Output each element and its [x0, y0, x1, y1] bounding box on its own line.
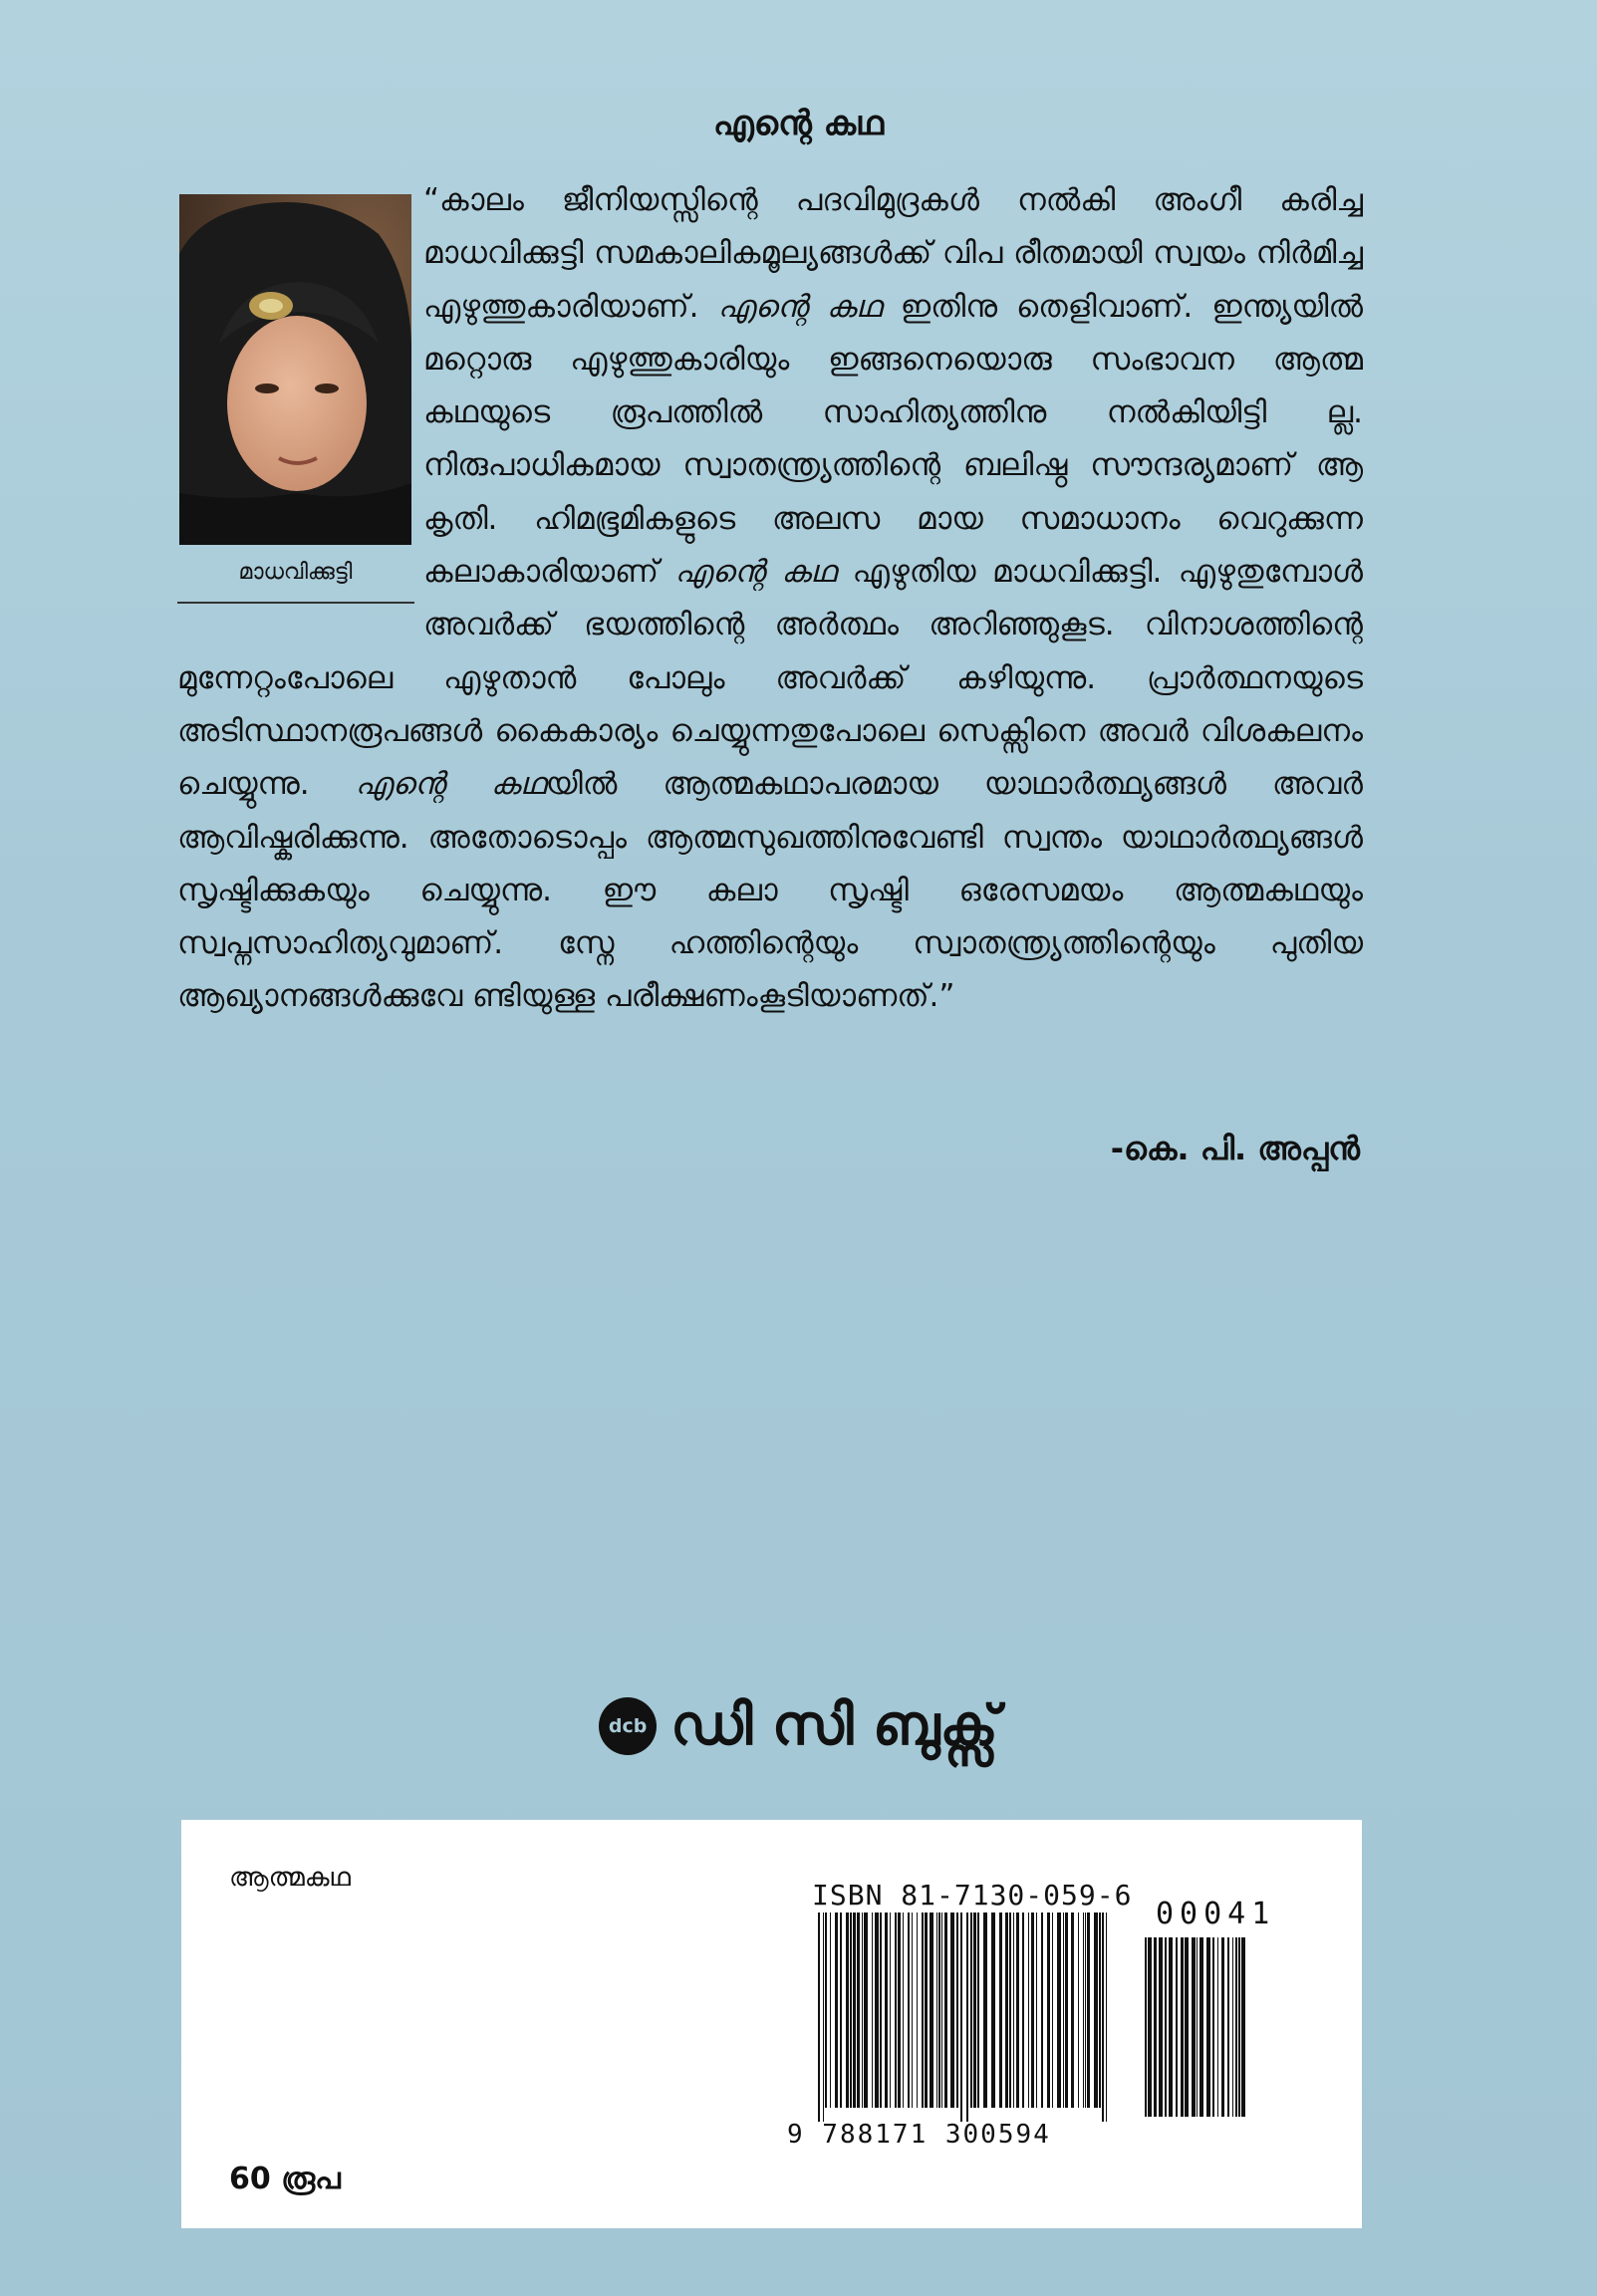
isbn-text: ISBN 81-7130-059-6 — [812, 1879, 1133, 1912]
isbn-barcode — [814, 1913, 1113, 2122]
barcode-bar — [983, 1913, 987, 2108]
blurb-text — [177, 174, 1363, 1024]
barcode-bar — [1241, 1937, 1245, 2117]
barcode-bar — [1057, 1913, 1061, 2108]
barcode-bar — [925, 1913, 928, 2108]
publisher-name: ഡി സി ബുക്സ് — [670, 1693, 998, 1758]
barcode-bar — [1028, 1913, 1029, 2108]
barcode-bar — [1106, 1913, 1107, 2122]
barcode-bar — [1022, 1913, 1024, 2108]
barcode-bar — [1165, 1937, 1167, 2117]
blurb-part-1: “കാലം ജീനിയസ്സിന്റെ പദവിമുദ്രകൾ നൽകി അംഗീ കരിച്ച മാധവിക്കുട്ടി സമകാലികമൂല്യങ്ങൾക്ക് വിപ രീതമായി സ്വയം നിർമിച്ച എഴുത്തുകാരിയാണ്. — [423, 182, 1363, 325]
barcode-bar — [880, 1913, 882, 2108]
barcode-bar — [1083, 1913, 1084, 2108]
barcode-bar — [898, 1913, 901, 2108]
photo-spacer — [177, 174, 423, 618]
barcode-bar — [835, 1913, 838, 2108]
barcode-bar — [973, 1913, 976, 2108]
barcode-bar — [966, 1913, 968, 2122]
barcode-bar — [1238, 1937, 1240, 2117]
barcode-bar — [1078, 1913, 1079, 2108]
barcode-bar — [890, 1913, 891, 2108]
barcode-bar — [1052, 1913, 1053, 2108]
barcode-bar — [830, 1913, 831, 2108]
barcode-bar — [977, 1913, 979, 2108]
barcode-bar — [862, 1913, 863, 2108]
barcode-bar — [1009, 1913, 1011, 2108]
barcode-bar — [941, 1913, 942, 2108]
barcode-bar — [944, 1913, 947, 2108]
barcode-bar — [857, 1913, 860, 2108]
barcode-bar — [1206, 1937, 1210, 2117]
barcode-digits: 9 788171 300594 — [787, 2120, 1051, 2150]
genre-label: ആത്മകഥ — [229, 1863, 351, 1893]
barcode-bar — [936, 1913, 937, 2108]
barcode-bar — [1169, 1937, 1173, 2117]
blurb-book-title-2: എന്റെ കഥ — [674, 554, 837, 591]
quote-attribution: -കെ. പി. അപ്പൻ — [1110, 1130, 1360, 1167]
barcode-bar — [1227, 1937, 1229, 2117]
barcode-bar — [1013, 1913, 1014, 2108]
barcode-bar — [1217, 1937, 1218, 2117]
barcode-bar — [930, 1913, 933, 2108]
barcode-bar — [950, 1913, 954, 2108]
blurb-part-3: എഴുതിയ മാധവിക്കുട്ടി. എഴുതുമ്പോൾ അവർക്ക് ഭയത്തിന്റെ അർത്ഥം അറിഞ്ഞുകൂട. വിനാശത്തിന്റെ മുന്നേറ്റംപോലെ എഴുതാൻ പോലും അവർക്ക് കഴിയുന്നു. പ്രാർത്ഥനയുടെ അടിസ്ഥാനരൂപങ്ങൾ കൈകാര്യം ചെയ്യുന്നതുപോലെ സെക്സിനെ അവർ വിശകലനം ചെയ്യുന്നു. — [177, 554, 1363, 803]
barcode-bar — [908, 1913, 910, 2108]
publisher-mark — [0, 1693, 1597, 1759]
barcode-bar — [825, 1913, 827, 2108]
photo-caption: മാധവിക്കുട്ടി — [238, 560, 353, 585]
barcode-bar — [1016, 1913, 1019, 2108]
barcode-bar — [846, 1913, 849, 2108]
barcode-bar — [1235, 1937, 1237, 2117]
barcode-bar — [903, 1913, 904, 2108]
blurb-book-title-1: എന്റെ കഥ — [717, 288, 882, 325]
barcode-bar — [1185, 1937, 1189, 2117]
barcode-bar — [1221, 1937, 1224, 2117]
barcode-bar — [1047, 1913, 1050, 2108]
barcode-bar — [960, 1913, 962, 2122]
barcode-bar — [1087, 1913, 1090, 2108]
barcode-bar — [1102, 1913, 1104, 2122]
barcode-bar — [1192, 1937, 1196, 2117]
barcode-bar — [917, 1913, 918, 2108]
addon-number: 00041 — [1156, 1897, 1276, 1931]
barcode-bar — [1212, 1937, 1214, 2117]
barcode-bar — [1154, 1937, 1157, 2117]
barcode-bar — [991, 1913, 995, 2108]
barcode-bar — [823, 1913, 824, 2122]
book-title: എന്റെ കഥ — [712, 104, 885, 143]
barcode-bar — [1148, 1937, 1152, 2117]
barcode-bar — [818, 1913, 820, 2122]
publisher-logo-text: dcb — [608, 1715, 648, 1737]
blurb-part-4: യിൽ ആത്മകഥാപരമായ യാഥാർത്ഥ്യങ്ങൾ അവർ ആവിഷ്കരിക്കുന്നു. അതോടൊപ്പം ആത്മസുഖത്തിനുവേണ്ടി സ്വന്തം യാഥാർത്ഥ്യങ്ങൾ സൃഷ്ടിക്കുകയും ചെയ്യുന്നു. ഈ കലാ സൃഷ്ടി ഒരേസമയം ആത്മകഥയും സ്വപ്നസാഹിത്യവുമാണ്. സ്നേ ഹത്തിന്റെയും സ്വാതന്ത്ര്യത്തിന്റെയും പുതിയ ആഖ്യാനങ്ങൾക്കുവേ ണ്ടിയുള്ള പരീക്ഷണംകൂടിയാണത്.” — [177, 766, 1363, 1015]
barcode-bar — [938, 1913, 940, 2108]
barcode-bar — [922, 1913, 924, 2108]
blurb-part-2: ഇതിനു തെളിവാണ്. ഇന്ത്യയിൽ മറ്റൊരു എഴുത്തുകാരിയും ഇങ്ങനെയൊരു സംഭാവന ആത്മ കഥയുടെ രൂപത്തിൽ സാഹിത്യത്തിനു നൽകിയിട്ടി ല്ല. നിരുപാധികമായ സ്വാതന്ത്ര്യത്തിന്റെ ബലിഷ്ഠ സൗന്ദര്യമാണ് ആ കൃതി. ഹിമഭൂമികളുടെ അലസ മായ സമാധാനം വെറുക്കുന്ന കലാകാരിയാണ് — [423, 288, 1364, 591]
barcode-bar — [864, 1913, 868, 2108]
barcode-bar — [1232, 1937, 1233, 2117]
price-label: 60 രൂപ — [229, 2162, 341, 2196]
barcode-bar — [1159, 1937, 1163, 2117]
barcode-bar — [853, 1913, 856, 2108]
barcode-bar — [1063, 1913, 1064, 2108]
barcode-bar — [840, 1913, 842, 2108]
barcode-bar — [1197, 1937, 1198, 2117]
barcode-bar — [872, 1913, 873, 2108]
barcode-bar — [875, 1913, 879, 2108]
barcode-bar — [1005, 1913, 1008, 2108]
barcode-bar — [1085, 1913, 1086, 2108]
barcode-bar — [999, 1913, 1002, 2108]
barcode-bar — [1099, 1913, 1101, 2108]
addon-barcode — [1141, 1937, 1250, 2117]
barcode-bar — [970, 1913, 972, 2108]
barcode-bar — [895, 1913, 897, 2108]
publisher-logo-icon — [599, 1697, 657, 1755]
barcode-bar — [1181, 1937, 1184, 2117]
barcode-bar — [885, 1913, 888, 2108]
blurb-book-title-3: എന്റെ കഥ — [355, 766, 546, 803]
barcode-bar — [1145, 1937, 1147, 2117]
barcode-bar — [1094, 1913, 1098, 2108]
barcode-bar — [912, 1913, 913, 2108]
barcode-bar — [1071, 1913, 1074, 2108]
barcode-bar — [1041, 1913, 1043, 2108]
barcode-bar — [850, 1913, 852, 2108]
barcode-bar — [1065, 1913, 1068, 2108]
barcode-bar — [1036, 1913, 1037, 2108]
barcode-bar — [1031, 1913, 1034, 2108]
barcode-bar — [1176, 1937, 1178, 2117]
barcode-bar — [1199, 1937, 1203, 2117]
barcode-bar — [956, 1913, 958, 2108]
